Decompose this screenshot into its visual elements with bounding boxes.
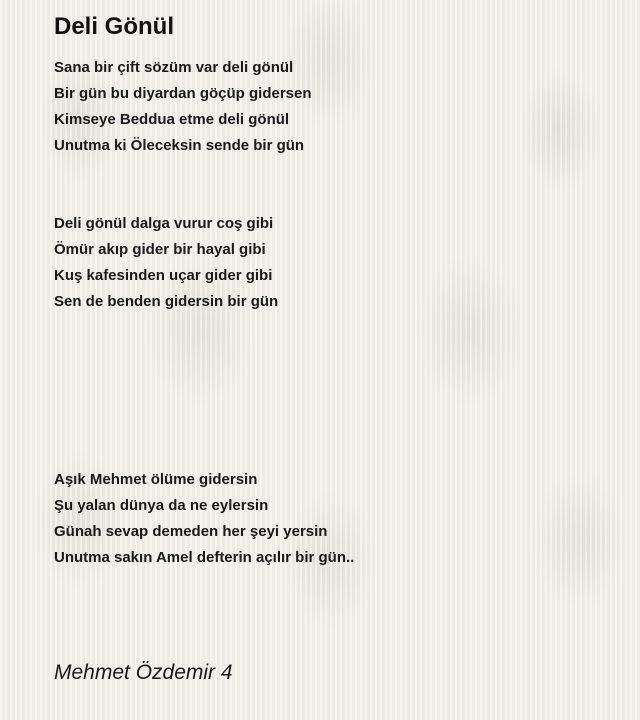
poem-line: Kuş kafesinden uçar gider gibi [54, 267, 273, 284]
poem-page [54, 0, 614, 720]
stanza-3 [54, 467, 354, 571]
poem-title: Deli Gönül [54, 13, 174, 40]
poem-line: Aşık Mehmet ölüme gidersin [54, 471, 258, 488]
poem-line: Bir gün bu diyardan göçüp gidersen [54, 85, 312, 102]
poem-line: Ömür akıp gider bir hayal gibi [54, 241, 266, 258]
poem-line: Unutma sakın Amel defterin açılır bir gün.. [54, 549, 355, 566]
poem-line: Şu yalan dünya da ne eylersin [54, 497, 269, 514]
stanza-2 [54, 211, 278, 315]
author-name: Mehmet Özdemir 4 [54, 661, 233, 684]
poem-line: Sana bir çift sözüm var deli gönül [54, 59, 294, 76]
poem-line: Kimseye Beddua etme deli gönül [54, 111, 290, 128]
poem-line: Deli gönül dalga vurur coş gibi [54, 215, 274, 232]
poem-line: Sen de benden gidersin bir gün [54, 293, 279, 310]
stanza-1 [54, 55, 312, 159]
poem-line: Günah sevap demeden her şeyi yersin [54, 523, 328, 540]
poem-line: Unutma ki Öleceksin sende bir gün [54, 137, 305, 154]
